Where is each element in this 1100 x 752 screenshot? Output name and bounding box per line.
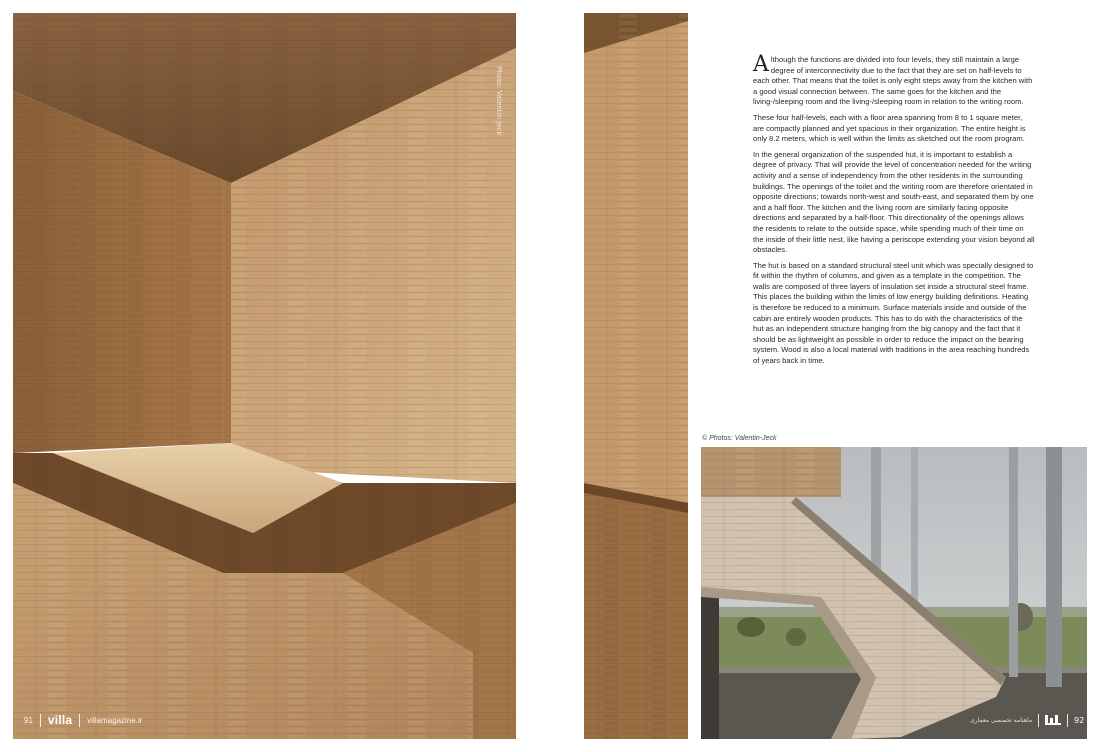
footer-divider [1038,714,1039,727]
page-number-right: 92 [1074,715,1085,725]
magazine-tagline: ماهنامه تخصصی معماری [970,716,1033,724]
vertical-photo-credit: Photo: Valentin Jeck [495,66,503,136]
article-paragraph-1 [753,52,1035,108]
magazine-logo-icon [1045,714,1061,726]
photo-credit: © Photos: Valentin-Jeck [702,435,777,442]
footer-divider [40,714,41,727]
magazine-logo: villa [47,713,73,727]
interior-wood-photo [13,13,516,739]
footer-divider [79,714,80,727]
wood-detail-photo [584,13,688,739]
article-paragraph-2: These four half-levels, each with a floor area spanning from 8 to 1 square meter, are compactly planned and yet spacious in their organization. The entire height is only 8.2 meters, which is well within the limits as sketched out the room program. [753,112,1026,144]
drop-cap: A [753,52,769,77]
website-link[interactable]: villamagazine.ir [87,715,143,725]
paragraph-text: lthough the functions are divided into four levels, they still maintain a large degree of interconnectivity due to the fact that they are set on half-levels to each other. That means that the toilet is only eight steps away from the kitchen with a good visual connection between. The same goes for the kitchen and the living-/sleeping room and the living-/sleeping room in relation to the writing room. [753,55,1033,107]
exterior-hut-photo [701,447,1087,739]
page-number-left: 91 [24,715,33,725]
article-paragraph-3: In the general organization of the suspended hut, it is important to establish a degree of privacy. That will provide the level of concentration needed for the writing activity and a sense of independency from the other residents in the surrounding buildings. The openings of the toilet and the writing room are therefore orientated in opposite directions; towards north-west and south-east, and separated them by one and a half floor. The kitchen and the living room are similarly facing opposite directions and separated by a half-floor. This directionality of the openings allows the residents to relate to the outside space, while spending much of their time on the inside of their little nest, like having a periscope extending your vision beyond all obstacles. [753,149,1035,255]
footer-divider [1067,714,1068,727]
right-page-footer [970,712,1084,728]
article-body [753,52,1035,372]
left-page-footer [24,712,142,728]
article-paragraph-4: The hut is based on a standard structural steel unit which was specially designed to fit within the rhythm of columns, and given as a template in the competition. The walls are composed of three layers of insulation set inside a structural steel frame. This places the building within the limits of low energy building definitions. Heating is therefore be reduced to a minimum. Surface materials inside and outside of the cabin are entirely wooden products. This has to do with the characteristics of the hut as an independent structure hanging from the big canopy and the fact that it should be as lightweight as possible in order to reduce the impact on the bearing system. Wood is also a local material with traditions in the area reaching hundreds of years back in time. [753,260,1034,366]
